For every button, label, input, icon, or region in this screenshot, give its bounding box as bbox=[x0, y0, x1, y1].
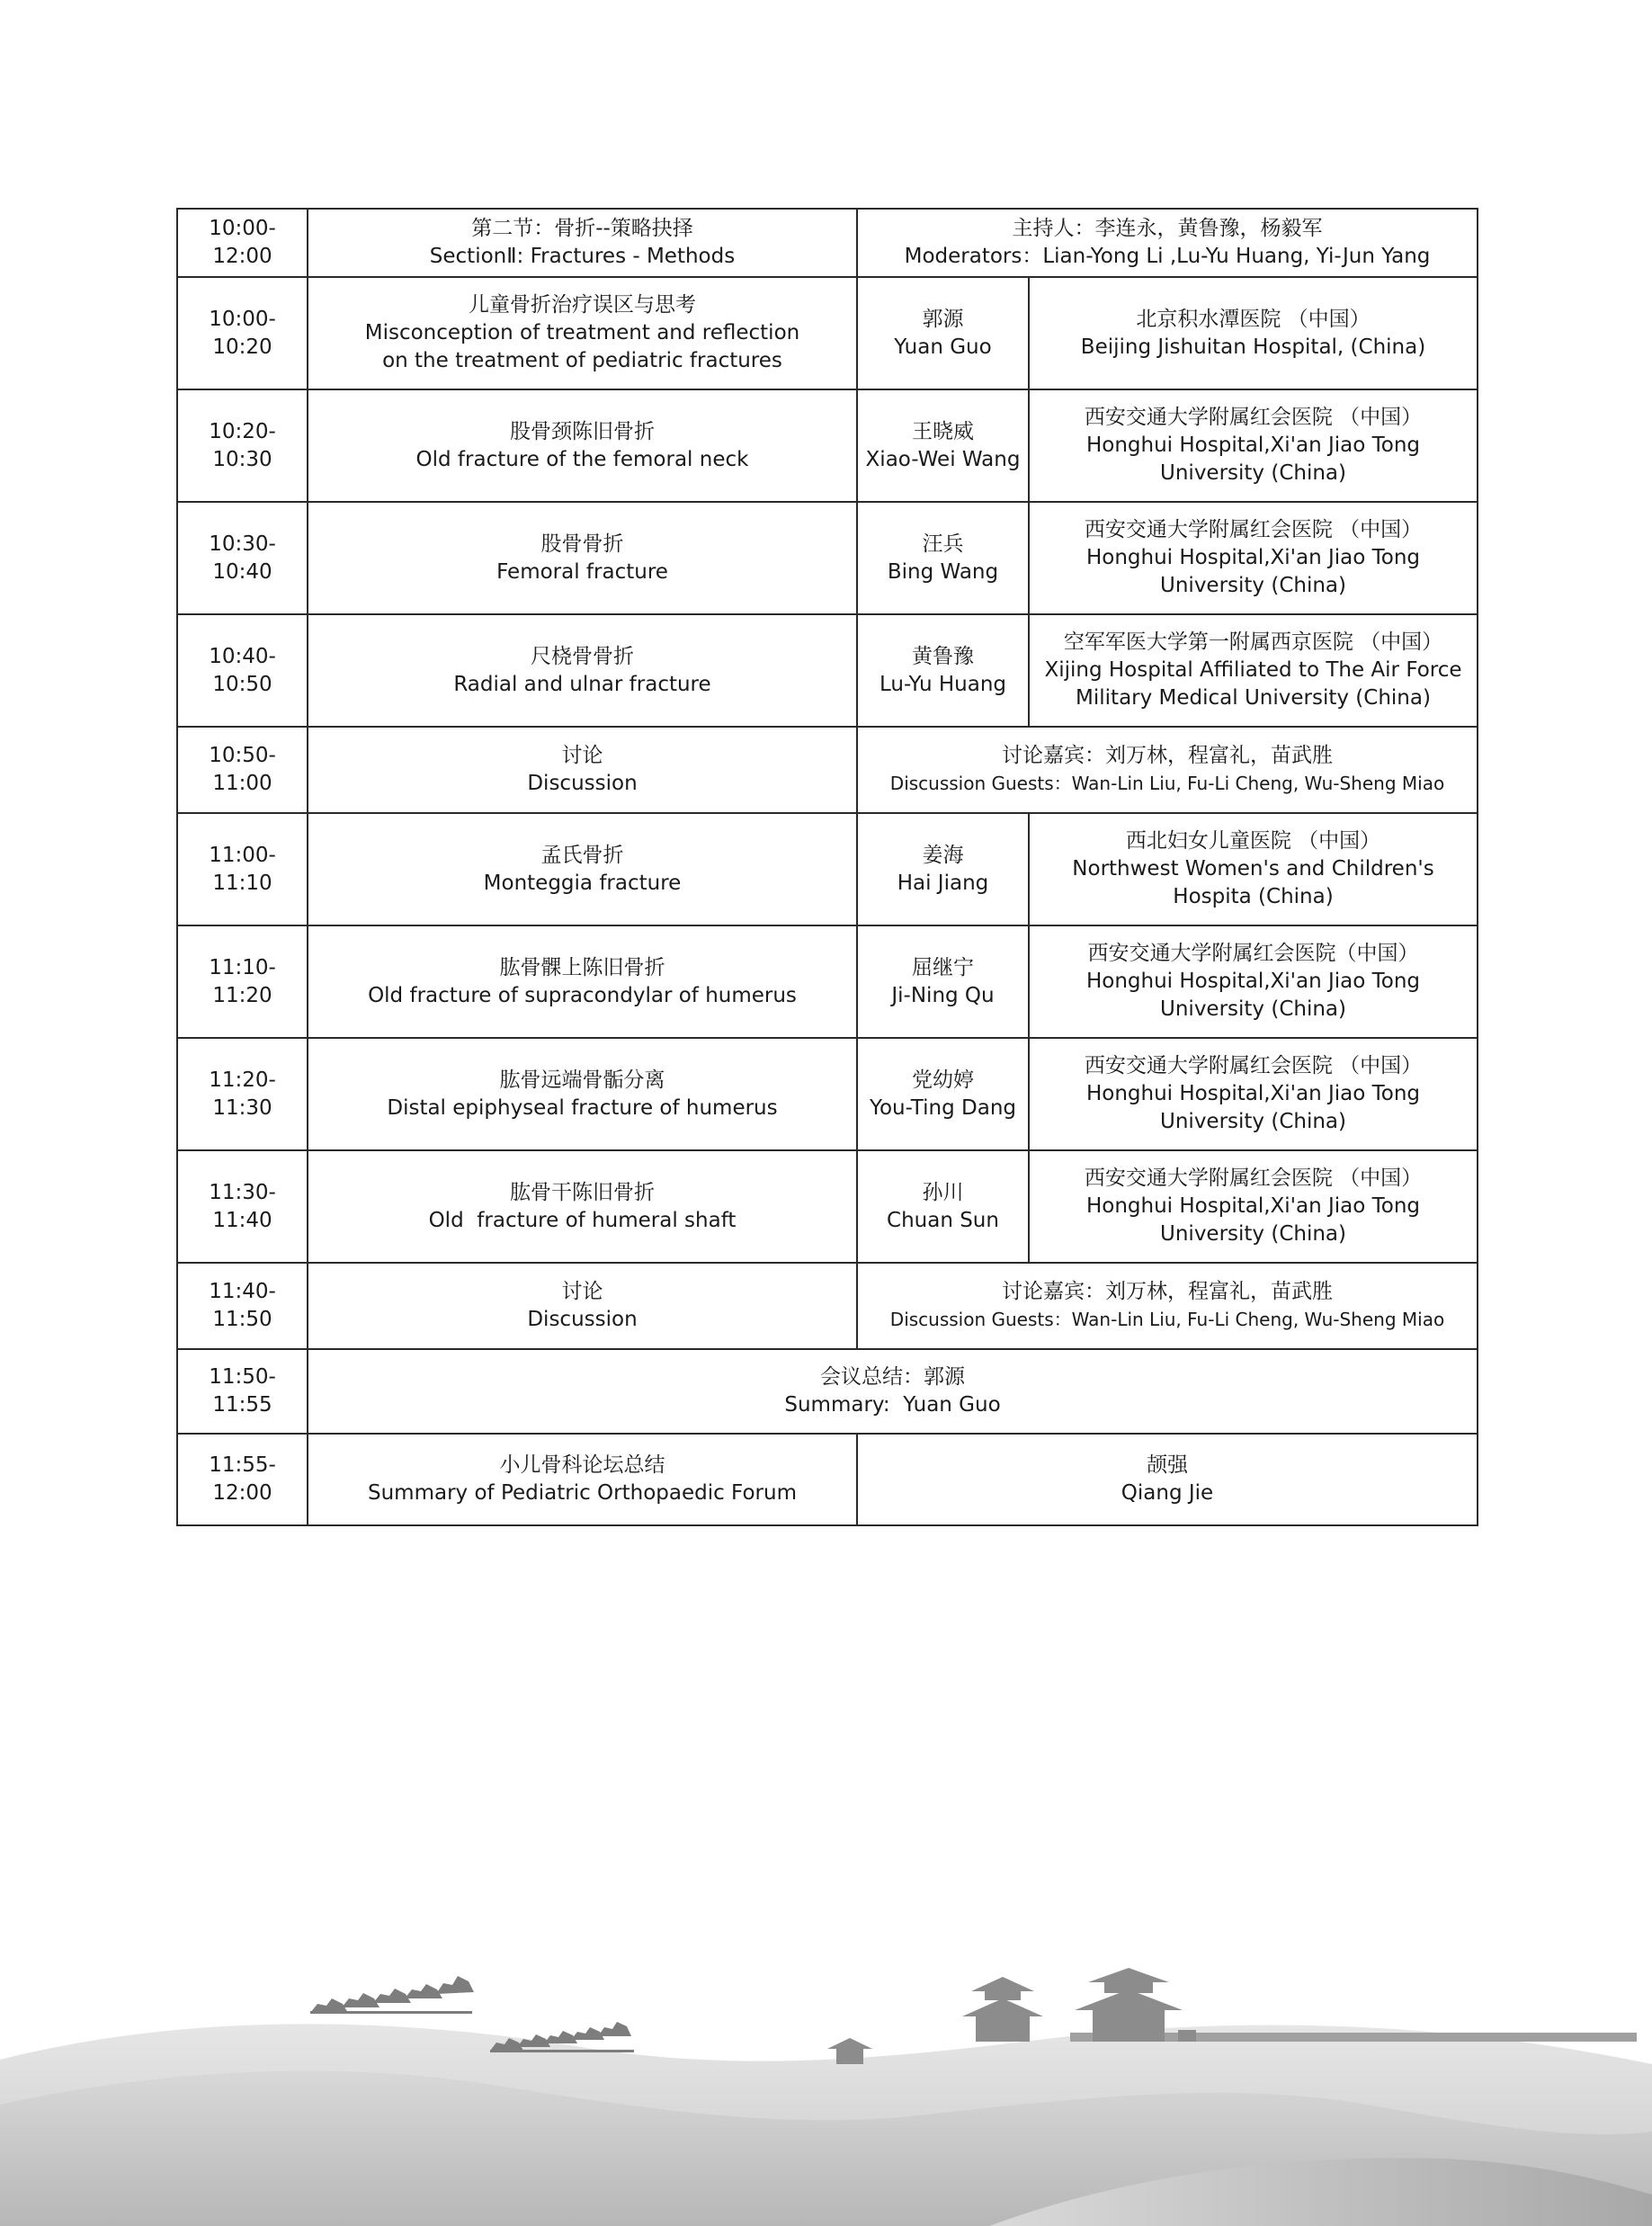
affiliation-cn: 西安交通大学附属红会医院 （中国） bbox=[1084, 1167, 1423, 1190]
affiliation-cell bbox=[1029, 1038, 1478, 1150]
section-title-cell bbox=[308, 209, 857, 277]
time-cell: 11:10-11:20 bbox=[177, 925, 308, 1038]
talk-row bbox=[177, 1150, 1478, 1263]
speaker-en: Chuan Sun bbox=[887, 1208, 999, 1232]
forum-summary-title-cell bbox=[308, 1434, 857, 1525]
speaker-en: Bing Wang bbox=[887, 559, 999, 584]
discussion-title-en: Discussion bbox=[527, 772, 638, 795]
speaker-cell bbox=[857, 925, 1029, 1038]
discussion-guests-cn: 讨论嘉宾：刘万林，程富礼，苗武胜 bbox=[1002, 744, 1333, 767]
moderators-en: Moderators：Lian-Yong Li ,Lu-Yu Huang, Yi-Jun Yang bbox=[904, 245, 1431, 268]
affiliation-cell bbox=[1029, 614, 1478, 727]
talk-row bbox=[177, 614, 1478, 727]
affiliation-en: Beijing Jishuitan Hospital, (China) bbox=[1080, 335, 1426, 359]
affiliation-cell bbox=[1029, 389, 1478, 502]
discussion-guests-en: Discussion Guests：Wan-Lin Liu, Fu-Li Cheng, Wu-Sheng Miao bbox=[889, 773, 1445, 794]
affiliation-cell bbox=[1029, 277, 1478, 389]
forum-summary-title-en: Summary of Pediatric Orthopaedic Forum bbox=[368, 1481, 797, 1505]
talk-row bbox=[177, 502, 1478, 614]
schedule-table bbox=[176, 208, 1478, 1526]
affiliation-en: Honghui Hospital,Xi'an Jiao Tong University (China) bbox=[1085, 434, 1421, 485]
time-cell: 11:50-11:55 bbox=[177, 1349, 308, 1434]
topic-cn: 尺桡骨骨折 bbox=[531, 644, 634, 668]
topic-en: Radial and ulnar fracture bbox=[453, 672, 711, 696]
discussion-title-cell bbox=[308, 1263, 857, 1349]
speaker-en: Xiao-Wei Wang bbox=[865, 447, 1021, 471]
speaker-cell bbox=[857, 502, 1029, 614]
topic-cell bbox=[308, 277, 857, 389]
topic-cn: 肱骨干陈旧骨折 bbox=[510, 1180, 655, 1204]
camel-caravan-icon bbox=[310, 1976, 474, 2014]
discussion-guests-cn: 讨论嘉宾：刘万林，程富礼，苗武胜 bbox=[1002, 1280, 1333, 1303]
topic-cell bbox=[308, 614, 857, 727]
discussion-title-cn: 讨论 bbox=[561, 1280, 603, 1303]
affiliation-en: Honghui Hospital,Xi'an Jiao Tong University (China) bbox=[1085, 546, 1421, 597]
topic-cell bbox=[308, 502, 857, 614]
speaker-en: Ji-Ning Qu bbox=[891, 983, 995, 1007]
topic-en: Old fracture of the femoral neck bbox=[415, 447, 749, 471]
speaker-cell bbox=[857, 1038, 1029, 1150]
speaker-cell bbox=[857, 1150, 1029, 1263]
discussion-guests-cell bbox=[857, 1263, 1478, 1349]
topic-en: Old fracture of supracondylar of humerus bbox=[368, 983, 797, 1007]
topic-cn: 股骨骨折 bbox=[540, 532, 624, 556]
speaker-cell bbox=[857, 813, 1029, 925]
discussion-guests-cell bbox=[857, 727, 1478, 813]
topic-cn: 肱骨髁上陈旧骨折 bbox=[499, 955, 665, 979]
topic-cn: 孟氏骨折 bbox=[540, 843, 624, 867]
speaker-cn: 汪兵 bbox=[922, 532, 964, 556]
affiliation-en: Honghui Hospital,Xi'an Jiao Tong University (China) bbox=[1085, 970, 1421, 1021]
forum-summary-speaker-cell bbox=[857, 1434, 1478, 1525]
topic-en: Old fracture of humeral shaft bbox=[428, 1208, 737, 1232]
time-cell: 11:00-11:10 bbox=[177, 813, 308, 925]
speaker-cn: 屈继宁 bbox=[912, 955, 974, 979]
topic-en: Misconception of treatment and reflection on the treatment of pediatric fractures bbox=[364, 321, 800, 372]
time-cell: 10:40-10:50 bbox=[177, 614, 308, 727]
discussion-title-cell bbox=[308, 727, 857, 813]
topic-en: Distal epiphyseal fracture of humerus bbox=[387, 1095, 778, 1120]
speaker-cn: 姜海 bbox=[922, 843, 964, 867]
summary-row bbox=[177, 1349, 1478, 1434]
moderators-cell bbox=[857, 209, 1478, 277]
talk-row bbox=[177, 389, 1478, 502]
speaker-cn: 黄鲁豫 bbox=[912, 644, 974, 668]
time-cell: 11:40-11:50 bbox=[177, 1263, 308, 1349]
summary-en: Summary: Yuan Guo bbox=[784, 1393, 1001, 1417]
affiliation-cell bbox=[1029, 813, 1478, 925]
affiliation-en: Honghui Hospital,Xi'an Jiao Tong University (China) bbox=[1085, 1194, 1421, 1246]
discussion-row bbox=[177, 727, 1478, 813]
section-title-en: SectionⅡ: Fractures - Methods bbox=[429, 245, 736, 268]
affiliation-cell bbox=[1029, 925, 1478, 1038]
topic-en: Femoral fracture bbox=[496, 559, 668, 584]
time-cell: 10:00-12:00 bbox=[177, 209, 308, 277]
affiliation-cn: 西安交通大学附属红会医院 （中国） bbox=[1084, 406, 1423, 429]
speaker-cn: 郭源 bbox=[922, 307, 964, 331]
affiliation-cn: 空军军医大学第一附属西京医院 （中国） bbox=[1063, 630, 1443, 654]
topic-en: Monteggia fracture bbox=[483, 871, 682, 895]
summary-cn: 会议总结：郭源 bbox=[820, 1365, 965, 1389]
discussion-row bbox=[177, 1263, 1478, 1349]
time-cell: 11:30-11:40 bbox=[177, 1150, 308, 1263]
affiliation-cn: 西安交通大学附属红会医院 （中国） bbox=[1084, 518, 1423, 541]
topic-cell bbox=[308, 813, 857, 925]
forum-summary-title-cn: 小儿骨科论坛总结 bbox=[499, 1453, 665, 1477]
affiliation-cell bbox=[1029, 502, 1478, 614]
discussion-guests-en: Discussion Guests：Wan-Lin Liu, Fu-Li Cheng, Wu-Sheng Miao bbox=[889, 1309, 1445, 1330]
forum-summary-row bbox=[177, 1434, 1478, 1525]
speaker-en: Hai Jiang bbox=[897, 871, 989, 895]
affiliation-en: Xijing Hospital Affiliated to The Air Force Military Medical University (China) bbox=[1044, 658, 1462, 710]
topic-cell bbox=[308, 1150, 857, 1263]
time-cell: 11:55-12:00 bbox=[177, 1434, 308, 1525]
moderators-cn: 主持人：李连永，黄鲁豫，杨毅军 bbox=[1012, 217, 1323, 240]
summary-cell bbox=[308, 1349, 1478, 1434]
topic-cn: 肱骨远端骨骺分离 bbox=[499, 1068, 665, 1092]
topic-cell bbox=[308, 1038, 857, 1150]
affiliation-cn: 西北妇女儿童医院 （中国） bbox=[1125, 829, 1381, 853]
discussion-title-en: Discussion bbox=[527, 1308, 638, 1331]
speaker-cell bbox=[857, 277, 1029, 389]
time-cell: 11:20-11:30 bbox=[177, 1038, 308, 1150]
topic-cn: 儿童骨折治疗误区与思考 bbox=[469, 293, 696, 317]
affiliation-cn: 西安交通大学附属红会医院 （中国） bbox=[1084, 1054, 1423, 1077]
topic-cn: 股骨颈陈旧骨折 bbox=[510, 419, 655, 443]
speaker-cn: 王晓威 bbox=[912, 419, 974, 443]
talk-row bbox=[177, 1038, 1478, 1150]
talk-row bbox=[177, 813, 1478, 925]
forum-summary-speaker-cn: 颉强 bbox=[1147, 1453, 1188, 1477]
affiliation-cn: 西安交通大学附属红会医院（中国） bbox=[1087, 942, 1419, 965]
desert-scenery-illustration bbox=[0, 1961, 1652, 2226]
section-header-row bbox=[177, 209, 1478, 277]
affiliation-cn: 北京积水潭医院 （中国） bbox=[1136, 307, 1371, 331]
time-cell: 10:20-10:30 bbox=[177, 389, 308, 502]
talk-row bbox=[177, 277, 1478, 389]
speaker-cn: 孙川 bbox=[922, 1180, 964, 1204]
topic-cell bbox=[308, 925, 857, 1038]
affiliation-en: Honghui Hospital,Xi'an Jiao Tong University (China) bbox=[1085, 1082, 1421, 1133]
forum-summary-speaker-en: Qiang Jie bbox=[1121, 1481, 1214, 1505]
speaker-cn: 党幼婷 bbox=[912, 1068, 974, 1092]
speaker-en: You-Ting Dang bbox=[869, 1095, 1017, 1120]
time-cell: 10:50-11:00 bbox=[177, 727, 308, 813]
speaker-en: Yuan Guo bbox=[894, 335, 992, 359]
speaker-cell bbox=[857, 614, 1029, 727]
topic-cell bbox=[308, 389, 857, 502]
time-cell: 10:30-10:40 bbox=[177, 502, 308, 614]
section-title-cn: 第二节：骨折--策略抉择 bbox=[471, 217, 693, 240]
affiliation-cell bbox=[1029, 1150, 1478, 1263]
discussion-title-cn: 讨论 bbox=[561, 744, 603, 767]
speaker-cell bbox=[857, 389, 1029, 502]
speaker-en: Lu-Yu Huang bbox=[880, 672, 1006, 696]
affiliation-en: Northwest Women's and Children's Hospita (China) bbox=[1072, 857, 1434, 908]
talk-row bbox=[177, 925, 1478, 1038]
time-cell: 10:00-10:20 bbox=[177, 277, 308, 389]
